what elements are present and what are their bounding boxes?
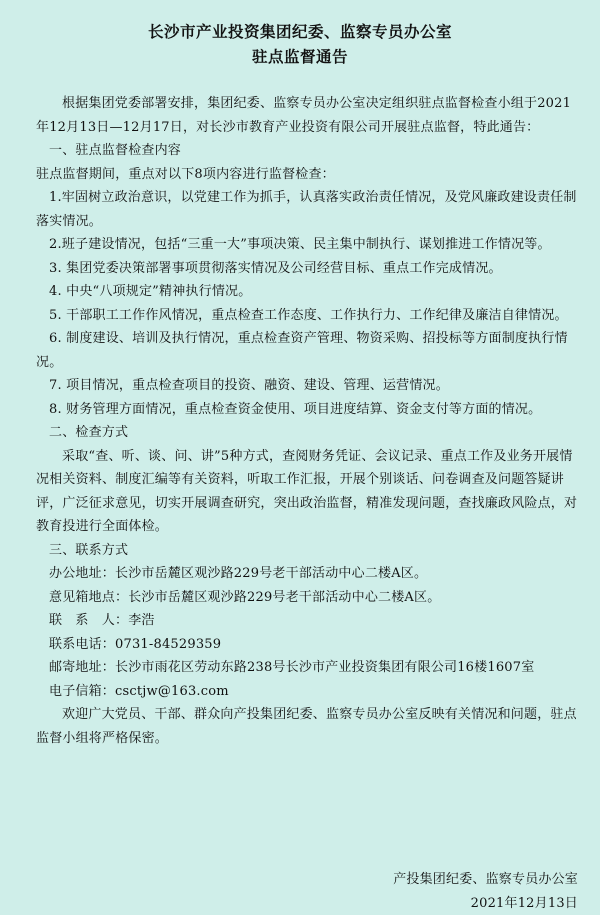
signature-org: 产投集团纪委、监察专员办公室 — [393, 872, 578, 887]
section-heading-contact: 三、联系方式 — [49, 542, 129, 558]
section-heading-method: 二、检查方式 — [49, 425, 129, 440]
list-item: 7. 项目情况，重点检查项目的投资、融资、建设、管理、运营情况。 — [49, 378, 449, 393]
office-address: 办公地址：长沙市岳麓区观沙路229号老干部活动中心二楼A区。 — [49, 566, 428, 581]
closing-paragraph: 欢迎广大党员、干部、群众向产投集团纪委、监察专员办公室反映有关情况和问题，驻点监督小组将严格保密。 — [36, 707, 577, 746]
contact-person: 联 系 人：李浩 — [49, 613, 155, 628]
notice-title: 长沙市产业投资集团纪委、监察专员办公室 — [147, 22, 452, 41]
list-item: 5. 干部职工工作作风情况，重点检查工作态度、工作执行力、工作纪律及廉洁自律情况。 — [49, 307, 568, 323]
postal-address: 邮寄地址：长沙市雨花区劳动东路238号长沙市产业投资集团有限公司16楼1607室 — [49, 660, 535, 675]
section-heading-content: 一、驻点监督检查内容 — [49, 143, 182, 158]
list-item: 4. 中央“八项规定”精神执行情况。 — [49, 284, 252, 299]
section-lead: 驻点监督期间，重点对以下8项内容进行监督检查： — [36, 166, 335, 182]
contact-phone: 联系电话：0731-84529359 — [49, 636, 222, 652]
signature-date: 2021年12月13日 — [470, 896, 578, 911]
notice-body — [36, 92, 580, 750]
list-item: 6. 制度建设、培训及执行情况，重点检查资产管理、物资采购、招投标等方面制度执行情况。 — [36, 331, 568, 370]
contact-email: 电子信箱：csctjw@163.com — [49, 683, 229, 699]
list-item: 3. 集团党委决策部署事项贯彻落实情况及公司经营目标、重点工作完成情况。 — [49, 260, 502, 276]
mailbox-location: 意见箱地点：长沙市岳麓区观沙路229号老干部活动中心二楼A区。 — [49, 589, 441, 605]
list-item: 1.牢固树立政治意识，以党建工作为抓手，认真落实政治责任情况，及党风廉政建设责任制落实情况。 — [36, 190, 577, 229]
list-item: 8. 财务管理方面情况，重点检查资金使用、项目进度结算、资金支付等方面的情况。 — [49, 401, 542, 417]
method-paragraph: 采取“查、听、谈、问、讲”5种方式，查阅财务凭证、会议记录、重点工作及业务开展情况相关资料、制度汇编等有关资料，听取工作汇报，开展个别谈话、问卷调查及问题答疑讲评，广泛征求意见，切实开展调查研究，突出政治监督，精准发现问题，查找廉政风险点，对教育投进行全面体检。 — [36, 448, 578, 534]
intro-paragraph: 根据集团党委部署安排，集团纪委、监察专员办公室决定组织驻点监督检查小组于2021年12月13日—12月17日，对长沙市教育产业投资有限公司开展驻点监督，特此通告： — [36, 96, 572, 135]
list-item: 2.班子建设情况，包括“三重一大”事项决策、民主集中制执行、谋划推进工作情况等。 — [49, 237, 551, 252]
notice-subtitle: 驻点监督通告 — [251, 47, 348, 66]
